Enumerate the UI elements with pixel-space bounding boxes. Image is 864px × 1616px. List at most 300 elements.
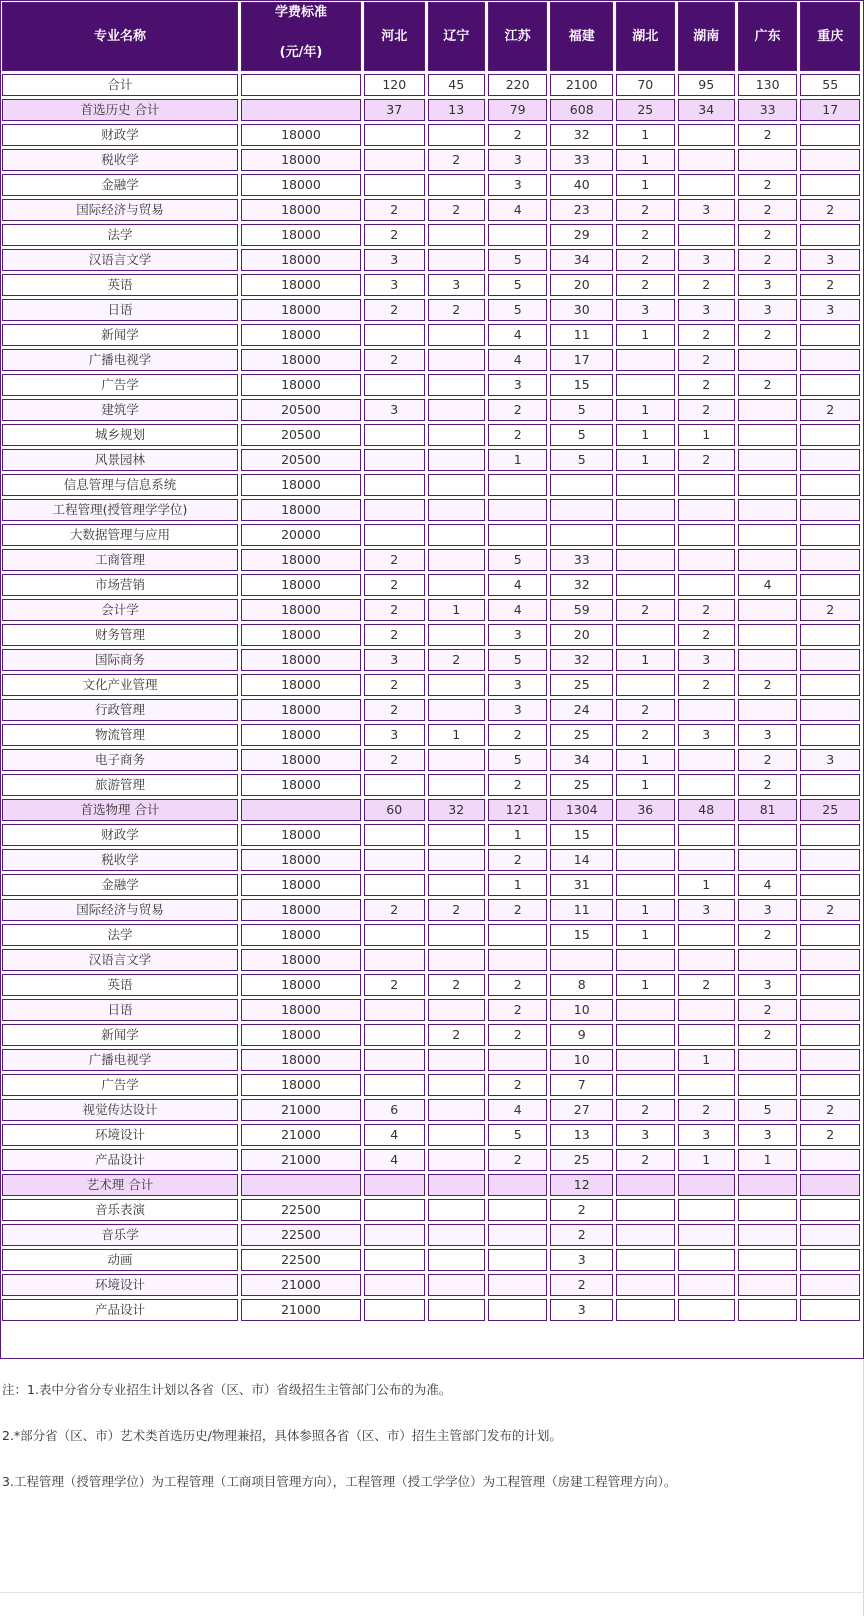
- fee-cell: 18000: [241, 924, 361, 946]
- table-row: [2, 549, 860, 571]
- quota-cell: [738, 399, 798, 421]
- quota-cell: [678, 1299, 735, 1321]
- table-row: [2, 274, 860, 296]
- quota-cell: [738, 1299, 798, 1321]
- quota-cell: 5: [488, 649, 548, 671]
- quota-cell: 608: [550, 99, 613, 121]
- quota-cell: 5: [488, 1124, 548, 1146]
- quota-cell: 40: [550, 174, 613, 196]
- table-header: [2, 2, 860, 71]
- major-name-cell: 首选历史 合计: [2, 99, 238, 121]
- major-name-cell: 国际商务: [2, 649, 238, 671]
- quota-cell: 29: [550, 224, 613, 246]
- quota-cell: 32: [550, 124, 613, 146]
- table-row: [2, 824, 860, 846]
- quota-cell: [738, 1174, 798, 1196]
- quota-cell: 31: [550, 874, 613, 896]
- table-row: [2, 174, 860, 196]
- major-name-cell: 音乐学: [2, 1224, 238, 1246]
- quota-cell: 5: [488, 299, 548, 321]
- quota-cell: 10: [550, 999, 613, 1021]
- quota-cell: 3: [800, 749, 860, 771]
- quota-cell: [738, 849, 798, 871]
- quota-cell: [428, 349, 485, 371]
- major-name-cell: 首选物理 合计: [2, 799, 238, 821]
- quota-cell: 2: [800, 599, 860, 621]
- table-row: [2, 1074, 860, 1096]
- quota-cell: [678, 774, 735, 796]
- quota-cell: [800, 774, 860, 796]
- quota-cell: [616, 674, 674, 696]
- quota-cell: [800, 1074, 860, 1096]
- fee-cell: 18000: [241, 999, 361, 1021]
- quota-cell: 15: [550, 824, 613, 846]
- page-bottom-rule: [0, 1592, 864, 1593]
- quota-cell: 5: [488, 749, 548, 771]
- quota-cell: [616, 1224, 674, 1246]
- quota-cell: 4: [488, 349, 548, 371]
- quota-cell: 2: [428, 974, 485, 996]
- quota-cell: 8: [550, 974, 613, 996]
- header-province-jiangsu: 江苏: [488, 2, 548, 71]
- quota-cell: 2: [428, 1024, 485, 1046]
- quota-cell: [364, 1299, 425, 1321]
- quota-cell: [738, 474, 798, 496]
- major-name-cell: 工程管理(授管理学学位): [2, 499, 238, 521]
- quota-cell: 3: [550, 1299, 613, 1321]
- quota-cell: 2: [616, 274, 674, 296]
- quota-cell: [616, 499, 674, 521]
- quota-cell: [800, 574, 860, 596]
- quota-cell: 2: [678, 1099, 735, 1121]
- quota-cell: 2: [364, 349, 425, 371]
- quota-cell: 2: [364, 699, 425, 721]
- quota-cell: 2: [488, 124, 548, 146]
- fee-cell: 18000: [241, 624, 361, 646]
- fee-cell: [241, 99, 361, 121]
- quota-cell: 11: [550, 899, 613, 921]
- quota-cell: 15: [550, 374, 613, 396]
- quota-cell: 3: [428, 274, 485, 296]
- header-major: 专业名称: [2, 2, 238, 71]
- table-row: [2, 749, 860, 771]
- quota-cell: 27: [550, 1099, 613, 1121]
- quota-cell: [364, 999, 425, 1021]
- quota-cell: [616, 349, 674, 371]
- quota-cell: 1: [616, 449, 674, 471]
- quota-cell: [428, 1199, 485, 1221]
- table-row: [2, 599, 860, 621]
- table-row: [2, 249, 860, 271]
- major-name-cell: 会计学: [2, 599, 238, 621]
- quota-cell: [364, 149, 425, 171]
- quota-cell: [800, 1024, 860, 1046]
- quota-cell: 1: [428, 599, 485, 621]
- fee-cell: 18000: [241, 199, 361, 221]
- quota-cell: 32: [428, 799, 485, 821]
- table-row: [2, 199, 860, 221]
- quota-cell: 2: [616, 199, 674, 221]
- quota-cell: 3: [678, 649, 735, 671]
- quota-cell: [800, 1199, 860, 1221]
- table-row: [2, 374, 860, 396]
- quota-cell: [428, 874, 485, 896]
- major-name-cell: 税收学: [2, 849, 238, 871]
- quota-cell: 2: [800, 1099, 860, 1121]
- quota-cell: 17: [550, 349, 613, 371]
- table-row: [2, 299, 860, 321]
- table-row: [2, 999, 860, 1021]
- quota-cell: 3: [678, 299, 735, 321]
- quota-cell: [738, 599, 798, 621]
- quota-cell: [738, 1199, 798, 1221]
- quota-cell: [800, 1049, 860, 1071]
- quota-cell: 220: [488, 74, 548, 96]
- quota-cell: 24: [550, 699, 613, 721]
- major-name-cell: 法学: [2, 224, 238, 246]
- quota-cell: 1: [488, 874, 548, 896]
- table-row: [2, 899, 860, 921]
- quota-cell: [428, 999, 485, 1021]
- quota-cell: [800, 374, 860, 396]
- fee-cell: 18000: [241, 349, 361, 371]
- quota-cell: 2: [550, 1274, 613, 1296]
- major-name-cell: 合计: [2, 74, 238, 96]
- fee-cell: 18000: [241, 474, 361, 496]
- quota-cell: 25: [550, 724, 613, 746]
- subtotal-row: [2, 1174, 860, 1196]
- fee-cell: 21000: [241, 1124, 361, 1146]
- quota-cell: [616, 524, 674, 546]
- quota-cell: [800, 624, 860, 646]
- quota-cell: 2: [678, 449, 735, 471]
- major-name-cell: 产品设计: [2, 1149, 238, 1171]
- quota-cell: 2: [738, 249, 798, 271]
- quota-cell: [364, 524, 425, 546]
- quota-cell: 2: [488, 849, 548, 871]
- quota-cell: 120: [364, 74, 425, 96]
- quota-cell: [428, 549, 485, 571]
- quota-cell: [428, 249, 485, 271]
- quota-cell: [738, 449, 798, 471]
- quota-cell: 2: [738, 324, 798, 346]
- quota-cell: 2: [364, 899, 425, 921]
- quota-cell: 3: [364, 249, 425, 271]
- fee-cell: 20500: [241, 449, 361, 471]
- quota-cell: [678, 474, 735, 496]
- major-name-cell: 新闻学: [2, 324, 238, 346]
- table-row: [2, 1224, 860, 1246]
- quota-cell: [364, 949, 425, 971]
- quota-cell: 3: [488, 149, 548, 171]
- total-row: [2, 74, 860, 96]
- quota-cell: [616, 874, 674, 896]
- fee-cell: 18000: [241, 849, 361, 871]
- quota-cell: 2: [488, 1074, 548, 1096]
- quota-cell: [800, 1224, 860, 1246]
- quota-cell: [800, 999, 860, 1021]
- quota-cell: [800, 849, 860, 871]
- quota-cell: [738, 1274, 798, 1296]
- quota-cell: 2: [364, 624, 425, 646]
- quota-cell: 1: [616, 399, 674, 421]
- quota-cell: [428, 849, 485, 871]
- fee-cell: 18000: [241, 1049, 361, 1071]
- table-row: [2, 724, 860, 746]
- table-row: [2, 399, 860, 421]
- quota-cell: 4: [488, 199, 548, 221]
- quota-cell: [616, 549, 674, 571]
- table-row: [2, 1099, 860, 1121]
- quota-cell: 2: [800, 899, 860, 921]
- quota-cell: 2: [738, 124, 798, 146]
- quota-cell: 1: [616, 149, 674, 171]
- quota-cell: 30: [550, 299, 613, 321]
- quota-cell: [738, 1224, 798, 1246]
- quota-cell: 3: [678, 899, 735, 921]
- fee-cell: 18000: [241, 774, 361, 796]
- quota-cell: 3: [738, 299, 798, 321]
- quota-cell: 3: [800, 249, 860, 271]
- quota-cell: 3: [616, 299, 674, 321]
- quota-cell: 20: [550, 274, 613, 296]
- major-name-cell: 金融学: [2, 874, 238, 896]
- quota-cell: [800, 824, 860, 846]
- quota-cell: [678, 1274, 735, 1296]
- quota-cell: [800, 549, 860, 571]
- quota-cell: [364, 424, 425, 446]
- quota-cell: [678, 699, 735, 721]
- quota-cell: 2: [488, 1149, 548, 1171]
- quota-cell: 2: [488, 424, 548, 446]
- quota-cell: [738, 1249, 798, 1271]
- quota-cell: [364, 1049, 425, 1071]
- quota-cell: [616, 824, 674, 846]
- quota-cell: 3: [678, 199, 735, 221]
- quota-cell: 2: [364, 299, 425, 321]
- quota-cell: 3: [488, 624, 548, 646]
- quota-cell: [678, 999, 735, 1021]
- major-name-cell: 广播电视学: [2, 349, 238, 371]
- header-fee-line1: 学费标准: [274, 5, 327, 20]
- quota-cell: [616, 949, 674, 971]
- fee-cell: 18000: [241, 824, 361, 846]
- quota-cell: 2: [738, 674, 798, 696]
- fee-cell: 18000: [241, 324, 361, 346]
- quota-cell: [800, 124, 860, 146]
- major-name-cell: 动画: [2, 1249, 238, 1271]
- quota-cell: 32: [550, 574, 613, 596]
- fee-cell: 20000: [241, 524, 361, 546]
- quota-cell: 1: [678, 1149, 735, 1171]
- quota-cell: 2: [364, 224, 425, 246]
- fee-cell: [241, 1174, 361, 1196]
- quota-cell: [616, 1249, 674, 1271]
- major-name-cell: 艺术理 合计: [2, 1174, 238, 1196]
- quota-cell: 45: [428, 74, 485, 96]
- fee-cell: 18000: [241, 1074, 361, 1096]
- quota-cell: 3: [738, 1124, 798, 1146]
- quota-cell: 11: [550, 324, 613, 346]
- quota-cell: [550, 524, 613, 546]
- quota-cell: 2: [428, 199, 485, 221]
- fee-cell: 18000: [241, 724, 361, 746]
- quota-cell: 2: [616, 699, 674, 721]
- quota-cell: [616, 999, 674, 1021]
- table-row: [2, 849, 860, 871]
- table-row: [2, 424, 860, 446]
- quota-cell: 2: [550, 1224, 613, 1246]
- quota-cell: [550, 474, 613, 496]
- quota-cell: 4: [488, 1099, 548, 1121]
- quota-cell: 2: [364, 974, 425, 996]
- header-province-guangdong: 广东: [738, 2, 798, 71]
- quota-cell: [738, 624, 798, 646]
- quota-cell: 130: [738, 74, 798, 96]
- quota-cell: [428, 1149, 485, 1171]
- major-name-cell: 环境设计: [2, 1274, 238, 1296]
- quota-cell: 1: [616, 124, 674, 146]
- quota-cell: 2: [488, 1024, 548, 1046]
- quota-cell: [364, 1224, 425, 1246]
- quota-cell: [678, 124, 735, 146]
- table-row: [2, 1274, 860, 1296]
- quota-cell: [800, 1149, 860, 1171]
- quota-cell: 1: [678, 1049, 735, 1071]
- table-row: [2, 124, 860, 146]
- quota-cell: 3: [364, 399, 425, 421]
- major-name-cell: 行政管理: [2, 699, 238, 721]
- quota-cell: 1: [616, 174, 674, 196]
- quota-cell: 15: [550, 924, 613, 946]
- quota-cell: 2: [616, 599, 674, 621]
- quota-cell: 3: [738, 724, 798, 746]
- quota-cell: [678, 849, 735, 871]
- quota-cell: 5: [488, 549, 548, 571]
- table-body: [2, 74, 860, 1321]
- table-row: [2, 1124, 860, 1146]
- quota-cell: 34: [550, 749, 613, 771]
- quota-cell: 2: [428, 149, 485, 171]
- table-row: [2, 349, 860, 371]
- major-name-cell: 国际经济与贸易: [2, 899, 238, 921]
- fee-cell: 18000: [241, 499, 361, 521]
- quota-cell: [364, 824, 425, 846]
- quota-cell: 79: [488, 99, 548, 121]
- quota-cell: 2: [678, 374, 735, 396]
- header-row: [2, 2, 860, 71]
- quota-cell: [800, 1174, 860, 1196]
- quota-cell: 25: [550, 674, 613, 696]
- quota-cell: [488, 499, 548, 521]
- quota-cell: [428, 374, 485, 396]
- quota-cell: 12: [550, 1174, 613, 1196]
- quota-cell: [488, 1174, 548, 1196]
- quota-cell: [800, 324, 860, 346]
- quota-cell: 1304: [550, 799, 613, 821]
- quota-cell: [738, 349, 798, 371]
- quota-cell: 34: [550, 249, 613, 271]
- quota-cell: 1: [678, 874, 735, 896]
- quota-cell: 2: [616, 724, 674, 746]
- subtotal-row: [2, 99, 860, 121]
- quota-cell: 25: [800, 799, 860, 821]
- fee-cell: 20500: [241, 399, 361, 421]
- quota-cell: [428, 824, 485, 846]
- quota-cell: 10: [550, 1049, 613, 1071]
- fee-cell: 18000: [241, 299, 361, 321]
- table-row: [2, 674, 860, 696]
- quota-cell: [428, 574, 485, 596]
- quota-cell: [678, 499, 735, 521]
- quota-cell: [616, 474, 674, 496]
- major-name-cell: 汉语言文学: [2, 949, 238, 971]
- quota-cell: 2: [738, 224, 798, 246]
- fee-cell: 18000: [241, 124, 361, 146]
- quota-cell: 95: [678, 74, 735, 96]
- notes-section: [2, 1380, 862, 1518]
- quota-cell: [738, 1049, 798, 1071]
- quota-cell: 1: [616, 774, 674, 796]
- quota-cell: [800, 424, 860, 446]
- table-row: [2, 774, 860, 796]
- quota-cell: [800, 524, 860, 546]
- quota-cell: [428, 224, 485, 246]
- quota-cell: [428, 524, 485, 546]
- fee-cell: 18000: [241, 174, 361, 196]
- quota-cell: 2: [738, 999, 798, 1021]
- quota-cell: 5: [488, 249, 548, 271]
- quota-cell: 34: [678, 99, 735, 121]
- quota-cell: 3: [616, 1124, 674, 1146]
- note-3: 3.工程管理（授管理学位）为工程管理（工商项目管理方向），工程管理（授工学学位）为工程管理（房建工程管理方向）。: [2, 1474, 677, 1489]
- quota-cell: 3: [364, 274, 425, 296]
- quota-cell: [364, 374, 425, 396]
- table-row: [2, 699, 860, 721]
- fee-cell: 21000: [241, 1099, 361, 1121]
- quota-cell: 2: [616, 1149, 674, 1171]
- table-row: [2, 149, 860, 171]
- quota-cell: [488, 1274, 548, 1296]
- quota-cell: [364, 324, 425, 346]
- header-province-hubei: 湖北: [616, 2, 674, 71]
- major-name-cell: 新闻学: [2, 1024, 238, 1046]
- major-name-cell: 工商管理: [2, 549, 238, 571]
- major-name-cell: 信息管理与信息系统: [2, 474, 238, 496]
- quota-cell: [800, 499, 860, 521]
- quota-cell: 2: [488, 999, 548, 1021]
- quota-cell: 25: [616, 99, 674, 121]
- quota-cell: 3: [488, 174, 548, 196]
- header-province-liaoning: 辽宁: [428, 2, 485, 71]
- quota-cell: [428, 324, 485, 346]
- major-name-cell: 财务管理: [2, 624, 238, 646]
- table-row: [2, 224, 860, 246]
- quota-cell: [550, 949, 613, 971]
- note-1: 注：1.表中分省分专业招生计划以各省（区、市）省级招生主管部门公布的为准。: [2, 1382, 452, 1397]
- table-row: [2, 499, 860, 521]
- major-name-cell: 英语: [2, 274, 238, 296]
- quota-cell: 33: [738, 99, 798, 121]
- quota-cell: [800, 1249, 860, 1271]
- quota-cell: [364, 449, 425, 471]
- quota-cell: [364, 1024, 425, 1046]
- fee-cell: 18000: [241, 224, 361, 246]
- quota-cell: 2: [800, 274, 860, 296]
- major-name-cell: 旅游管理: [2, 774, 238, 796]
- quota-cell: 2: [488, 774, 548, 796]
- quota-cell: [678, 824, 735, 846]
